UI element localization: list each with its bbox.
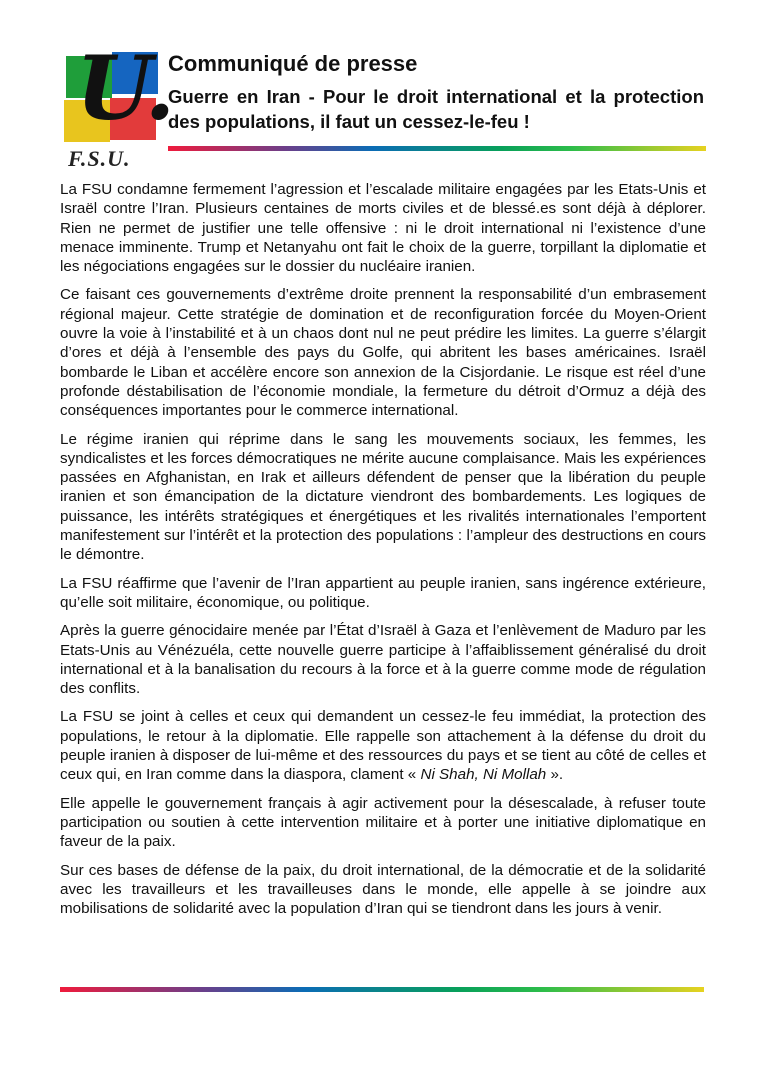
press-release-body bbox=[60, 180, 706, 927]
slogan-quote: Ni Shah, Ni Mollah bbox=[420, 766, 547, 784]
logo-letter: U. bbox=[76, 36, 176, 140]
paragraph-text: La FSU se joint à celles et ceux qui demandent un cessez-le feu immédiat, la protection des populations, le retour à la diplomatie. Elle rappelle son attachement à la défense du droit du peuple iranien à disposer de lui-même et des ressources du pays et se tient au côté de celles et ceux qui, en Iran comme dans la diaspora, clament « bbox=[60, 708, 706, 784]
header-divider bbox=[168, 146, 706, 151]
paragraph: Elle appelle le gouvernement français à agir activement pour la désescalade, à refuser toute participation ou soutien à cette intervention militaire et à porter une initiative diplomatique en faveur de la paix. bbox=[60, 794, 706, 851]
page-subtitle: Guerre en Iran - Pour le droit international et la protection des populations, il faut un cessez-le-feu ! bbox=[168, 86, 704, 132]
fsu-logo bbox=[62, 36, 176, 171]
paragraph bbox=[60, 707, 706, 784]
paragraph: La FSU condamne fermement l’agression et l’escalade militaire engagées par les Etats-Unis et Israël contre l’Iran. Plusieurs centaines de morts civiles et de blessé.es sont déjà à déplorer. Rien ne permet de justifier une telle offensive : ni le droit international ni l’existence d’une menace imminente. Trump et Netanyahu ont fait le choix de la guerre, torpillant la diplomatie et les négociations engagées sur le dossier du nucléaire iranien. bbox=[60, 181, 706, 276]
footer-divider bbox=[60, 987, 704, 992]
paragraph: Le régime iranien qui réprime dans le sang les mouvements sociaux, les femmes, les syndicalistes et les forces démocratiques ne mérite aucune complaisance. Mais les expériences passées en Afghanistan, en Irak et ailleurs défendent de penser que la libération du peuple iranien et son émancipation de la dictature viendront des bombardements. Les logiques de puissance, les intérêts stratégiques et énergétiques et les rivalités internationales l’emportent manifestement sur l’intérêt et la protection des populations : l’ampleur des destructions en cours le démontre. bbox=[60, 430, 706, 564]
paragraph-end: ». bbox=[546, 766, 564, 784]
paragraph: Sur ces bases de défense de la paix, du droit international, de la démocratie et de la solidarité avec les travailleurs et les travailleuses dans le monde, elle appelle à se joindre aux mobilisations de solidarité avec la population d’Iran qui se tiendront dans les jours à venir. bbox=[60, 861, 706, 918]
page-title: Communiqué de presse bbox=[168, 51, 418, 76]
logo-caption: F.S.U. bbox=[68, 146, 131, 171]
paragraph: La FSU réaffirme que l’avenir de l’Iran appartient au peuple iranien, sans ingérence extérieure, qu’elle soit militaire, économique, ou politique. bbox=[60, 574, 706, 611]
paragraph: Ce faisant ces gouvernements d’extrême droite prennent la responsabilité d’un embrasement régional majeur. Cette stratégie de domination et de reconfiguration forcée du Moyen-Orient ouvre la voie à l’instabilité et à un chaos dont nul ne peut prédire les limites. La guerre s’élargit d’ores et déjà à l’ensemble des pays du Golfe, qui abritent les bases américaines. Israël bombarde le Liban et accélère encore son annexion de la Cisjordanie. Le risque est réel d’une profonde déstabilisation de l’économie mondiale, la fermeture du détroit d’Ormuz a déjà des conséquences importantes pour le commerce international. bbox=[60, 286, 706, 420]
paragraph: Après la guerre génocidaire menée par l’État d’Israël à Gaza et l’enlèvement de Maduro par les Etats-Unis au Vénézuéla, cette nouvelle guerre participe à l’affaiblissement généralisé du droit international et à la banalisation du recours à la force et à la guerre comme mode de régulation des conflits. bbox=[60, 622, 706, 698]
